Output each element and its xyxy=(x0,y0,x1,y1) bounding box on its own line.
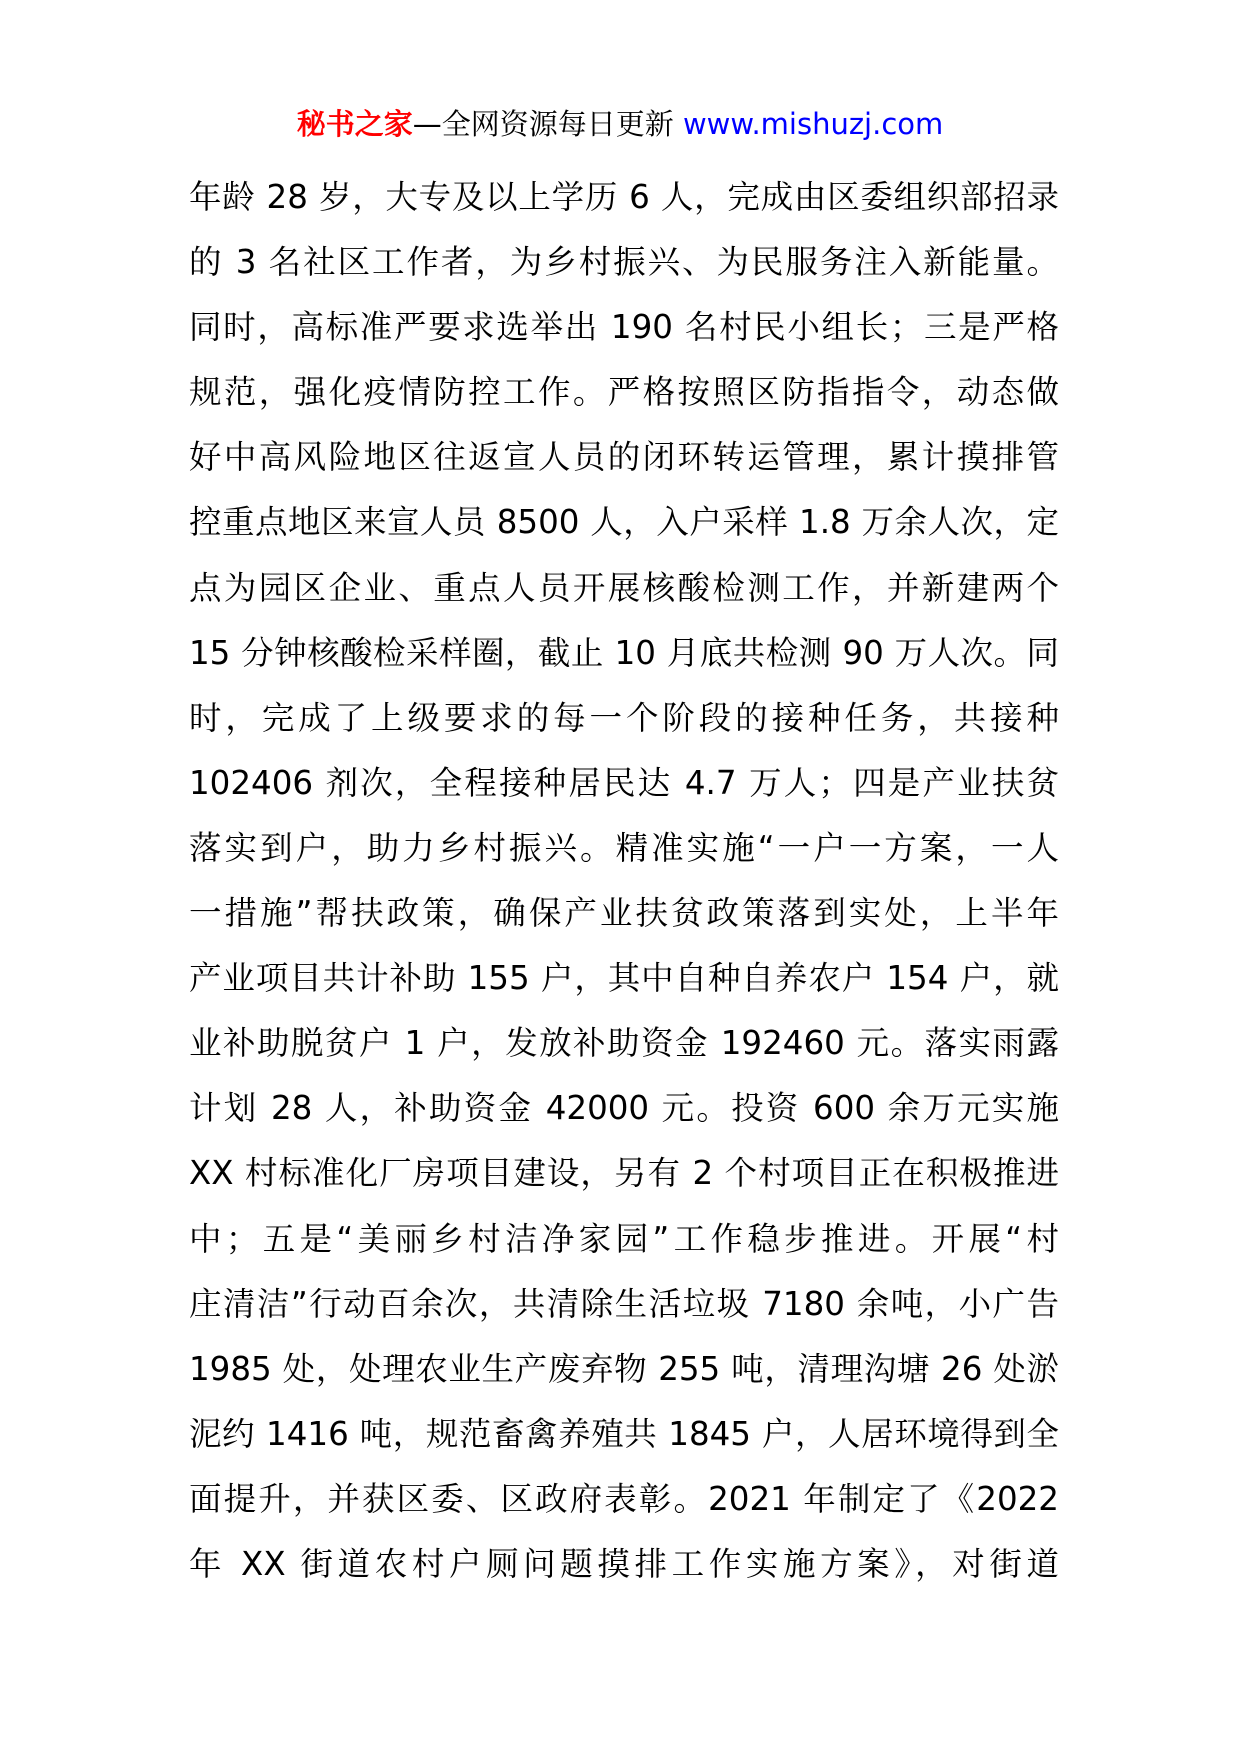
body-line: 规范，强化疫情防控工作。严格按照区防指指令，动态做 xyxy=(189,373,1059,412)
body-line: 控重点地区来宣人员 8500 人，入户采样 1.8 万余人次，定 xyxy=(189,503,1059,542)
site-url-link[interactable]: www.mishuzj.com xyxy=(682,107,944,141)
body-line: 业补助脱贫户 1 户，发放补助资金 192460 元。落实雨露 xyxy=(189,1024,1059,1063)
body-line: 1985 处，处理农业生产废弃物 255 吨，清理沟塘 26 处淤 xyxy=(189,1349,1059,1388)
body-line: 15 分钟核酸检采样圈，截止 10 月底共检测 90 万人次。同 xyxy=(189,633,1059,672)
site-brand: 秘书之家 xyxy=(296,107,413,141)
body-line: 年 XX 街道农村户厕问题摸排工作实施方案》，对街道 xyxy=(189,1544,1059,1583)
body-line: 庄清洁”行动百余次，共清除生活垃圾 7180 余吨，小广告 xyxy=(189,1284,1059,1323)
body-line: XX 村标准化厂房项目建设，另有 2 个村项目正在积极推进 xyxy=(189,1154,1059,1193)
body-line: 泥约 1416 吨，规范畜禽养殖共 1845 户，人居环境得到全 xyxy=(189,1414,1059,1453)
body-line: 同时，高标准严要求选举出 190 名村民小组长；三是严格 xyxy=(189,308,1059,347)
body-line: 点为园区企业、重点人员开展核酸检测工作，并新建两个 xyxy=(189,568,1059,607)
body-line: 时，完成了上级要求的每一个阶段的接种任务，共接种 xyxy=(189,698,1059,737)
body-line: 产业项目共计补助 155 户，其中自种自养农户 154 户，就 xyxy=(189,959,1059,998)
body-line: 的 3 名社区工作者，为乡村振兴、为民服务注入新能量。 xyxy=(189,243,1059,282)
body-line: 面提升，并获区委、区政府表彰。2021 年制定了《2022 xyxy=(189,1479,1059,1518)
body-line: 中；五是“美丽乡村洁净家园”工作稳步推进。开展“村 xyxy=(189,1219,1059,1258)
body-line: 落实到户，助力乡村振兴。精准实施“一户一方案，一人 xyxy=(189,828,1059,867)
site-header xyxy=(0,104,1240,144)
site-tagline: —全网资源每日更新 xyxy=(412,107,674,141)
body-line: 一措施”帮扶政策，确保产业扶贫政策落到实处，上半年 xyxy=(189,894,1059,933)
document-body xyxy=(189,165,1059,1597)
body-line: 102406 剂次，全程接种居民达 4.7 万人；四是产业扶贫 xyxy=(189,763,1059,802)
body-line: 好中高风险地区往返宣人员的闭环转运管理，累计摸排管 xyxy=(189,438,1059,477)
body-line: 计划 28 人，补助资金 42000 元。投资 600 余万元实施 xyxy=(189,1089,1059,1128)
body-line: 年龄 28 岁，大专及以上学历 6 人，完成由区委组织部招录 xyxy=(189,178,1059,216)
